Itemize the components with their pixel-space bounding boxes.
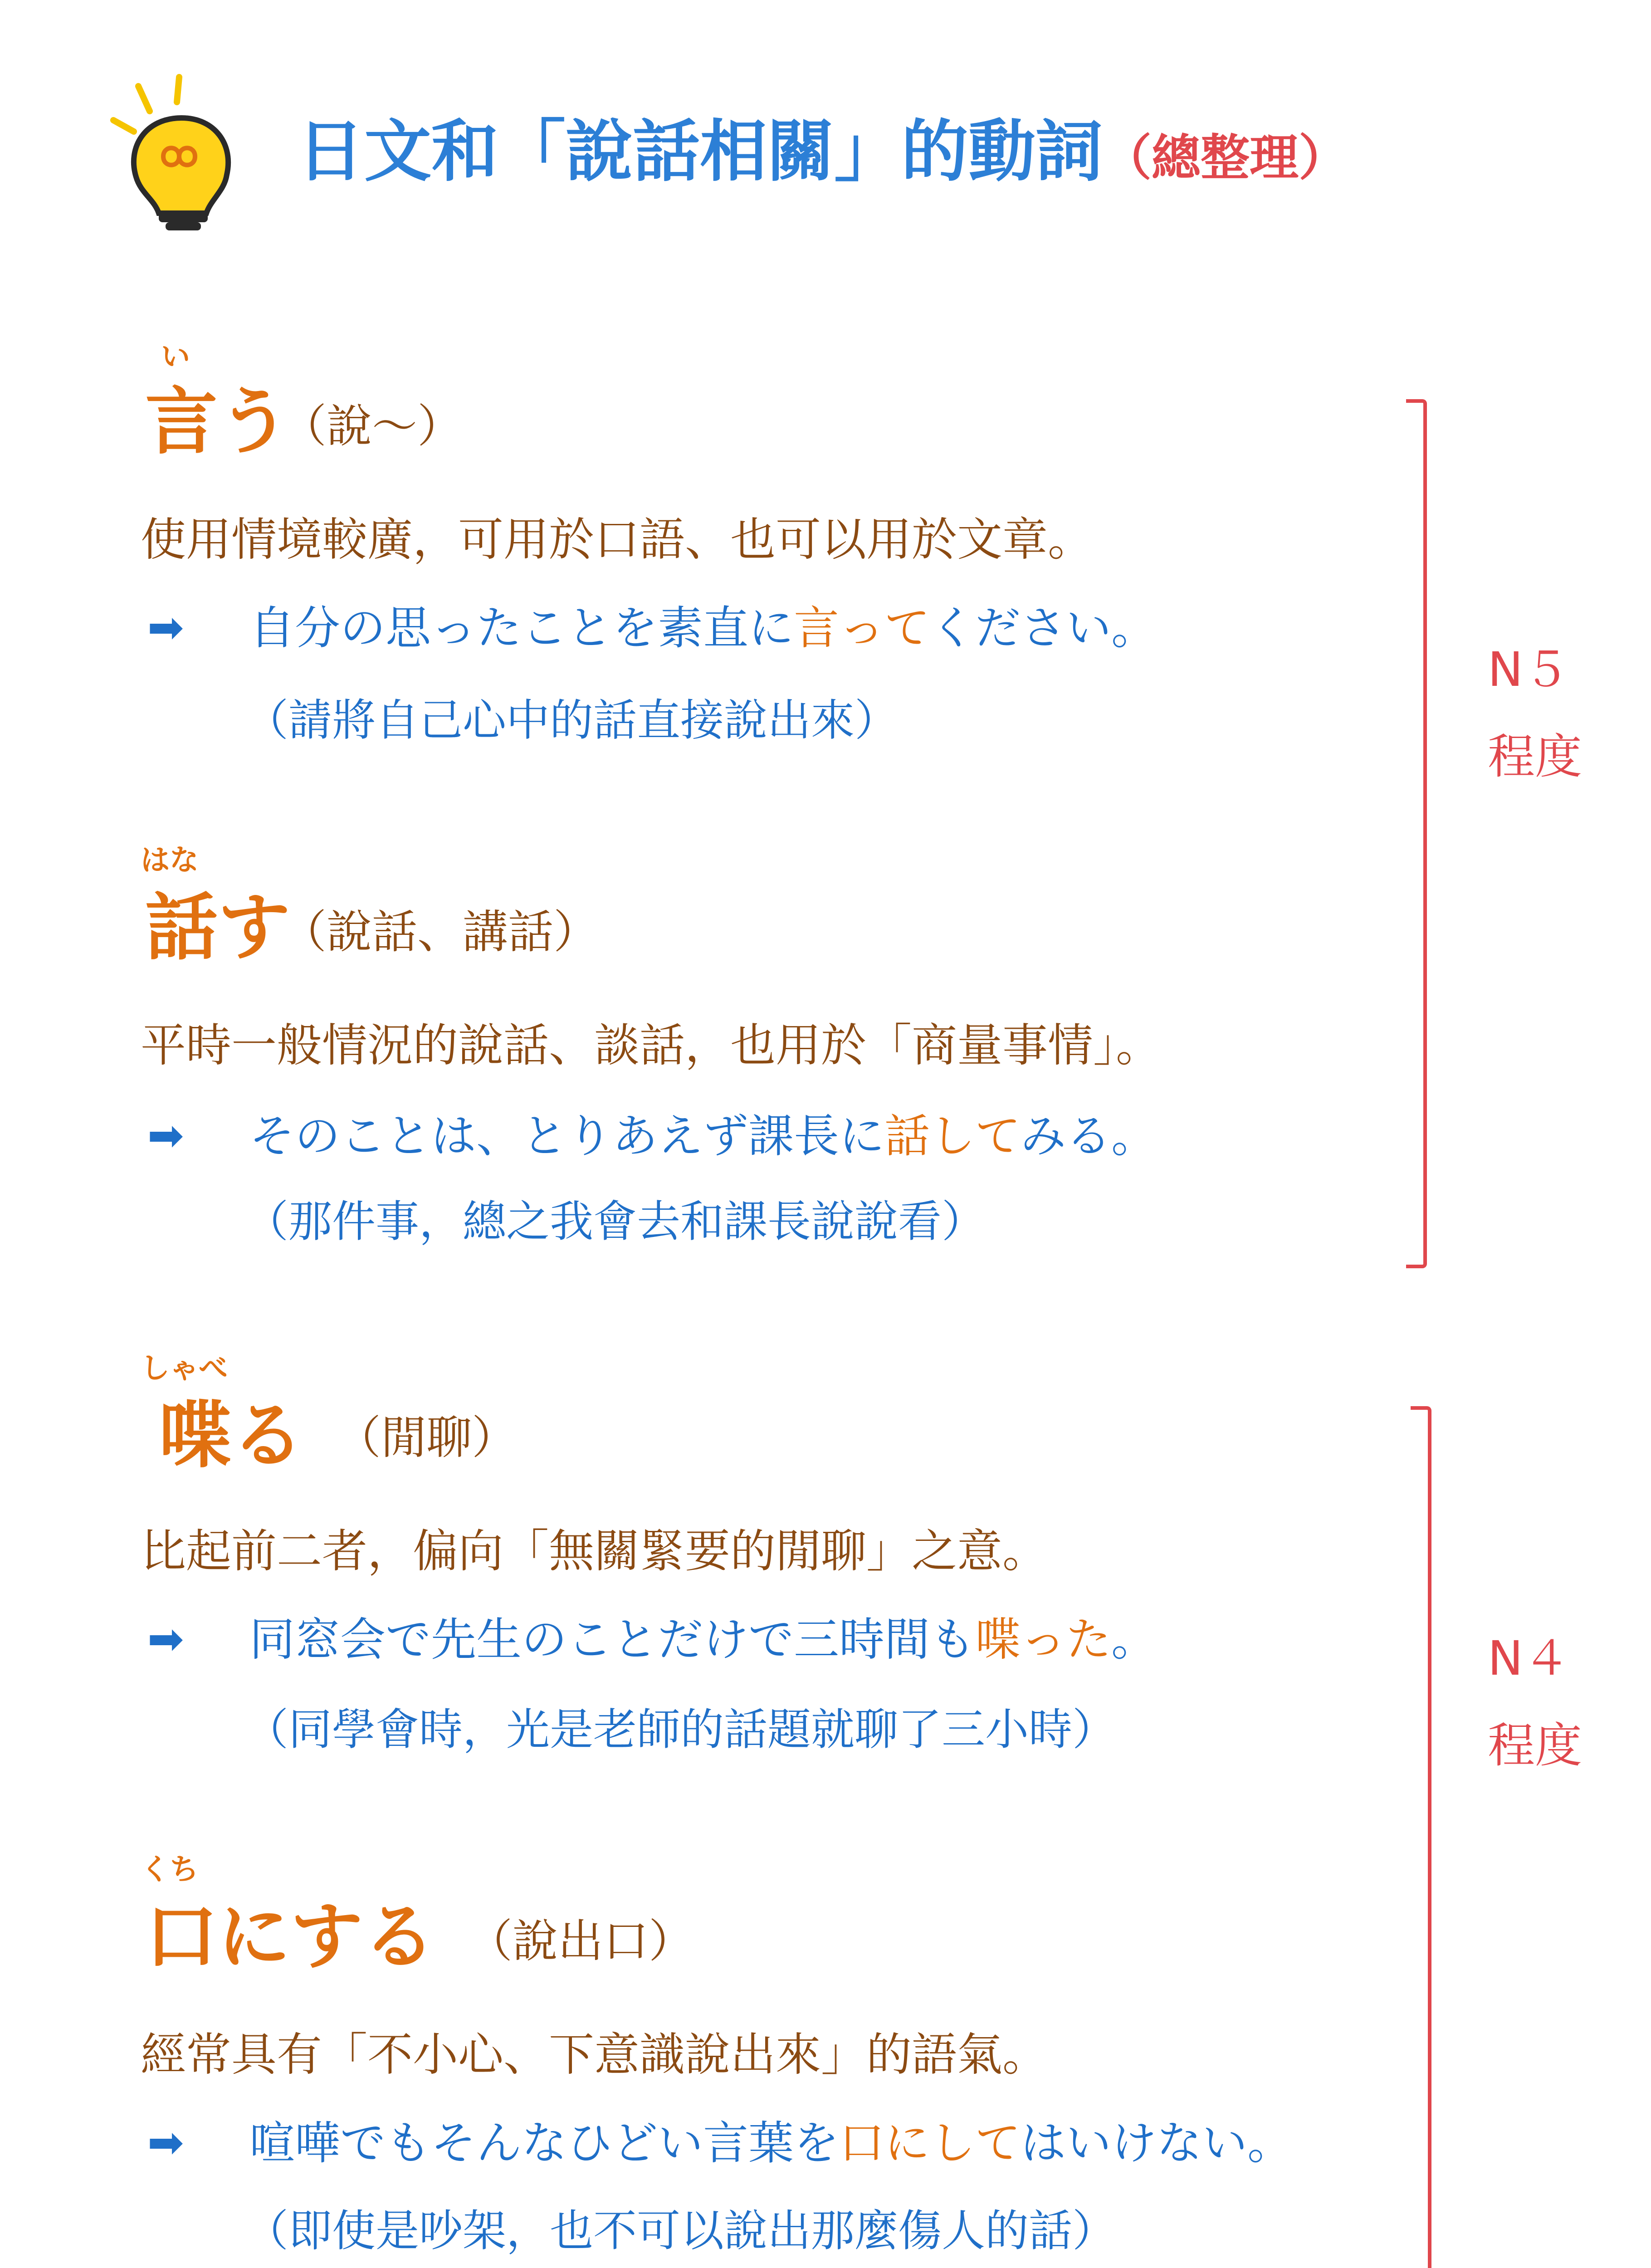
title-sub: （總整理） — [1103, 130, 1348, 186]
lightbulb-icon — [95, 68, 249, 231]
example-sentence — [249, 2116, 1293, 2170]
level-label-n4 — [1488, 1615, 1582, 1789]
example-translation: （請將自己心中的話直接說出來） — [245, 695, 898, 746]
example-sentence — [249, 601, 1157, 655]
example-highlight: 口にして — [839, 2116, 1021, 2170]
example-text: 自分の思ったことを素直に — [249, 601, 794, 655]
example-highlight: 話して — [884, 1110, 1021, 1163]
verb-description: 使用情境較廣，可用於口語、也可以用於文章。 — [141, 513, 1093, 566]
example-highlight: 言って — [794, 601, 930, 655]
example-sentence — [249, 1613, 1157, 1666]
level-bracket-n5 — [1406, 399, 1427, 1268]
arrow-right-icon: ➡ — [147, 602, 184, 653]
verb-ruby: しゃべ — [141, 1352, 228, 1385]
example-text: そのことは、とりあえず課長に — [249, 1110, 884, 1163]
example-sentence — [249, 1110, 1157, 1163]
verb-title: 口にする — [145, 1894, 436, 1979]
arrow-right-icon: ➡ — [147, 1613, 184, 1664]
arrow-right-icon: ➡ — [147, 1110, 184, 1161]
verb-meaning: （說～） — [281, 400, 463, 453]
arrow-right-icon: ➡ — [147, 2117, 184, 2168]
level-code: N４ — [1488, 1631, 1570, 1686]
example-text-end: みる。 — [1021, 1110, 1157, 1163]
level-text: 程度 — [1488, 729, 1583, 785]
verb-meaning: （閒聊） — [336, 1411, 517, 1464]
example-highlight: 喋った — [975, 1613, 1111, 1666]
example-text: 喧嘩でもそんなひどい言葉を — [249, 2116, 839, 2170]
verb-title: 話す — [145, 885, 291, 970]
verb-title: 言う — [145, 379, 291, 464]
level-text: 程度 — [1488, 1718, 1583, 1774]
verb-ruby: い — [161, 340, 190, 374]
verb-ruby: はな — [141, 844, 199, 877]
example-text: 同窓会で先生のことだけで三時間も — [249, 1613, 975, 1666]
example-translation: （即使是吵架，也不可以說出那麼傷人的話） — [245, 2205, 1116, 2256]
verb-description: 平時一般情況的說話、談話，也用於「商量事情」。 — [141, 1019, 1161, 1072]
verb-title: 喋る — [159, 1393, 304, 1478]
example-text-end: ください。 — [930, 601, 1157, 655]
example-text-end: 。 — [1111, 1613, 1157, 1666]
level-code: N５ — [1488, 642, 1570, 697]
verb-meaning: （說話、講話） — [281, 905, 599, 958]
verb-meaning: （說出口） — [467, 1915, 694, 1968]
page-title — [297, 112, 1348, 191]
title-main: 日文和「說話相關」的動詞 — [297, 112, 1103, 191]
verb-ruby: くち — [141, 1853, 199, 1887]
verb-description: 經常具有「不小心、下意識說出來」的語氣。 — [141, 2028, 1048, 2081]
example-translation: （同學會時，光是老師的話題就聊了三小時） — [245, 1704, 1116, 1755]
example-text-end: はいけない。 — [1021, 2116, 1293, 2170]
verb-description: 比起前二者，偏向「無關緊要的閒聊」之意。 — [141, 1525, 1048, 1578]
level-label-n5 — [1488, 626, 1582, 801]
level-bracket-n4 — [1411, 1406, 1431, 2268]
example-translation: （那件事，總之我會去和課長說說看） — [245, 1196, 985, 1247]
